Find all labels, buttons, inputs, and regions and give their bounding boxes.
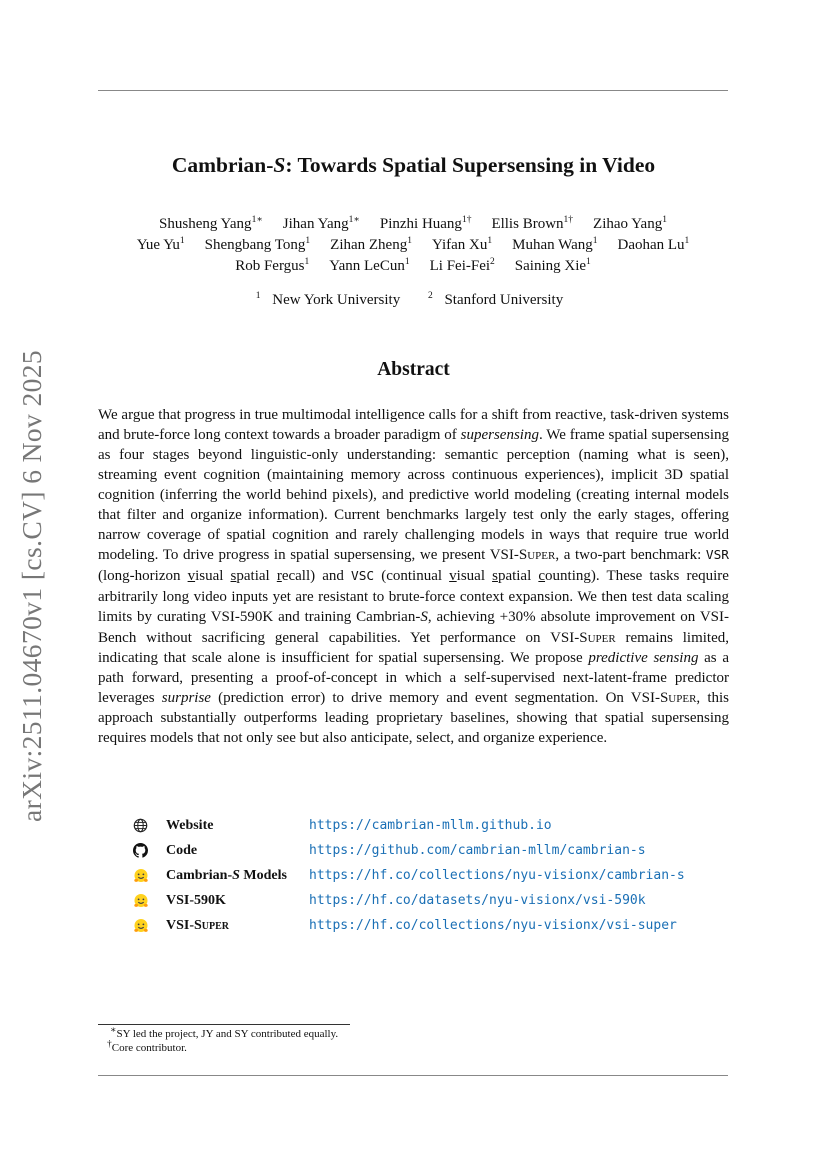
abstract-body — [98, 405, 729, 748]
footer-rule — [98, 1075, 728, 1076]
author: Yann LeCun$^1$ — [329, 257, 410, 274]
hugging-face-icon — [132, 892, 149, 909]
author: Jihan Yang$^{1∗}$ — [282, 215, 360, 232]
author: Pinzhi Huang$^{1\dagger}$ — [379, 215, 472, 232]
link-label: Code — [166, 842, 198, 858]
abstract-paragraph: We argue that progress in true multimodal intelligence calls for a shift from reactive, task-driven systems and brute-force long context towards a broader paradigm of supersensing. We frame spatial supersensing as four stages beyond linguistic-only understanding: semantic perception (naming what is seen), streaming event cognition (maintaining memory across continuous experiences), implicit 3D spatial cognition (inferring the world behind pixels), and predictive world modeling (creating internal models that filter and organize information). Current benchmarks largely test only the early stages, offering narrow coverage of spatial cognition and rarely challenging models in ways that require true world modeling. To drive progress in spatial supersensing, we present VSI-Super, a two-part benchmark: VSR (long-horizon visual spatial recall) and VSC (continual visual spatial counting). These tasks require arbitrarily long video inputs yet are resistant to brute-force context expansion. We then test data scaling limits by curating VSI-590K and training Cambrian-S, achieving +30% absolute improvement on VSI-Bench without sacrificing general capabilities. Yet performance on VSI-Super remains limited, indicating that scale alone is insufficient for spatial supersensing. We propose predictive sensing as a path forward, presenting a proof-of-concept in which a self-supervised next-latent-frame predictor leverages surprise (prediction error) to drive memory and event segmentation. On VSI-Super, this approach substantially outperforms leading proprietary baselines, showing that spatial supersensing requires models that not only see but also anticipate, select, and organize experience. — [98, 407, 730, 746]
footnote: ∗SY led the project, JY and SY contributed equally. — [110, 1025, 339, 1040]
benchmark-link[interactable]: https://hf.co/collections/nyu-visionx/vsi-super — [309, 918, 677, 933]
author: Muhan Wang$^1$ — [512, 236, 598, 253]
website-link[interactable]: https://cambrian-mllm.github.io — [309, 818, 552, 833]
affiliation: $^1$ New York University — [255, 291, 401, 308]
link-label: Cambrian-S Models — [166, 867, 287, 883]
dataset-link[interactable]: https://hf.co/datasets/nyu-visionx/vsi-590k — [309, 893, 646, 908]
paper-title: Cambrian-S: Towards Spatial Supersensing in Video — [171, 153, 656, 177]
globe-icon — [132, 817, 149, 834]
affiliation: $^2$ Stanford University — [427, 291, 564, 308]
footnotes — [107, 1025, 339, 1055]
author: Rob Fergus$^1$ — [235, 257, 310, 274]
footnote: †Core contributor. — [107, 1039, 187, 1054]
link-label: VSI-Super — [166, 917, 230, 933]
author: Yue Yu$^1$ — [136, 236, 185, 253]
github-icon — [132, 842, 149, 859]
author: Daohan Lu$^1$ — [617, 236, 690, 253]
hugging-face-icon — [132, 917, 149, 934]
author: Zihan Zheng$^1$ — [330, 236, 412, 253]
link-row-vsi-super — [132, 913, 685, 938]
header-rule — [98, 90, 728, 91]
author-list — [98, 214, 728, 277]
link-row-vsi-590k — [132, 888, 685, 913]
link-row-code — [132, 838, 685, 863]
code-link[interactable]: https://github.com/cambrian-mllm/cambrian-s — [309, 843, 646, 858]
models-link[interactable]: https://hf.co/collections/nyu-visionx/cambrian-s — [309, 868, 685, 883]
resource-links — [132, 813, 685, 938]
author: Saining Xie$^1$ — [514, 257, 591, 274]
hugging-face-icon — [132, 867, 149, 884]
link-row-website — [132, 813, 685, 838]
arxiv-identifier[interactable]: arXiv:2511.04670v1 [cs.CV] 6 Nov 2025 — [16, 349, 47, 822]
author: Zihao Yang$^1$ — [593, 215, 667, 232]
author: Ellis Brown$^{1\dagger}$ — [491, 215, 574, 232]
abstract-heading: Abstract — [377, 359, 450, 380]
author: Shengbang Tong$^1$ — [204, 236, 311, 253]
link-row-models — [132, 863, 685, 888]
author: Shusheng Yang$^{1∗}$ — [159, 215, 263, 232]
author: Yifan Xu$^1$ — [431, 236, 493, 253]
footnote-rule — [98, 1024, 350, 1025]
author: Li Fei-Fei$^2$ — [429, 257, 495, 274]
link-label: Website — [166, 817, 214, 833]
affiliations — [0, 292, 827, 309]
link-label: VSI-590K — [166, 892, 226, 908]
